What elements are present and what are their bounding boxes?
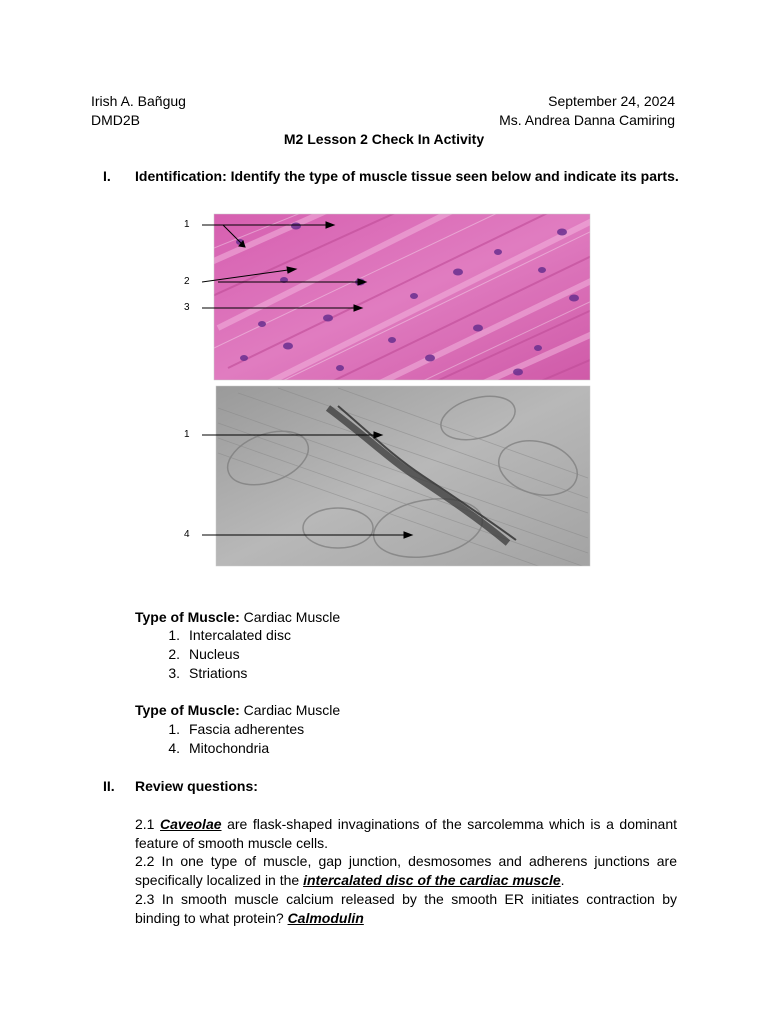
document-title: M2 Lesson 2 Check In Activity [283, 131, 485, 147]
figure-label-2: 2 [184, 276, 190, 287]
muscle-tissue-figure [178, 208, 592, 578]
muscle-type-value: Cardiac Muscle [243, 702, 341, 718]
muscle-type-value: Cardiac Muscle [243, 609, 341, 625]
muscle-type-label: Type of Muscle: [135, 609, 240, 625]
figure-label-1-bottom: 1 [184, 429, 190, 440]
figure-label-3: 3 [184, 302, 190, 313]
student-name: Irish A. Bañgug [91, 93, 186, 109]
parts-list-1 [158, 626, 291, 683]
muscle-type-label: Type of Muscle: [135, 702, 240, 718]
answer-intercalated-disc: intercalated disc of the cardiac muscle [303, 872, 561, 888]
answer-calmodulin: Calmodulin [287, 910, 364, 926]
figure-label-1-top: 1 [184, 219, 190, 230]
list-item: 4. Mitochondria [168, 740, 270, 756]
list-item: 1. Fascia adherentes [168, 721, 305, 737]
list-item: 3. Striations [168, 665, 248, 681]
student-section: DMD2B [91, 112, 141, 128]
list-item: 1. Intercalated disc [168, 627, 291, 643]
muscle-type-answer-1 [135, 608, 340, 626]
section-numeral-1: I. [103, 168, 111, 184]
figure-label-4: 4 [184, 529, 190, 540]
review-question-2-3: 2.3 In smooth muscle calcium released by the smooth ER initiates contraction by binding to what protein? Calmodulin [135, 891, 677, 926]
muscle-type-answer-2 [135, 701, 340, 719]
review-question-2-1: 2.1 Caveolae are flask-shaped invaginations of the sarcolemma which is a dominant feature of smooth muscle cells. [135, 816, 678, 851]
review-question-2-2: 2.2 In one type of muscle, gap junction, desmosomes and adherens junctions are specifically localized in the intercalated disc of the cardiac muscle. [135, 853, 677, 888]
answer-caveolae: Caveolae [160, 816, 222, 832]
section-heading-identification: Identification: Identify the type of muscle tissue seen below and indicate its parts. [135, 168, 679, 184]
list-item: 2. Nucleus [168, 646, 240, 662]
section-numeral-2: II. [103, 778, 115, 794]
document-date: September 24, 2024 [548, 93, 675, 109]
teacher-name: Ms. Andrea Danna Camiring [499, 112, 675, 128]
muscle-micrograph-illustration [178, 208, 592, 578]
parts-list-2 [158, 720, 304, 758]
electron-micrograph [216, 386, 590, 573]
section-heading-review: Review questions: [135, 778, 258, 794]
